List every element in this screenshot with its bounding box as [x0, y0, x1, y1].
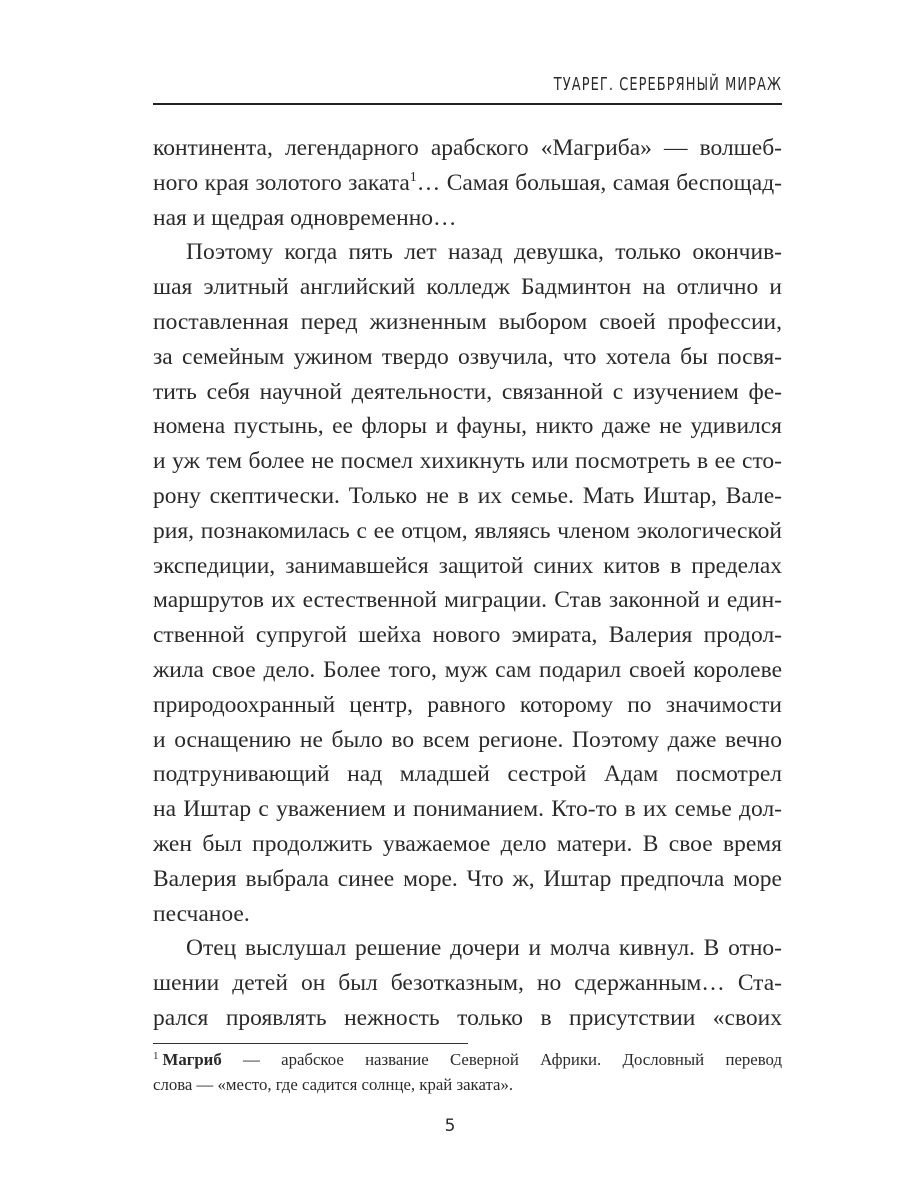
- footnote-line: слова — «место, где садится солнце, край заката».: [153, 1075, 514, 1094]
- text-line: и оснащению не было во всем регионе. Поэтому даже вечно: [153, 726, 782, 753]
- footnote: [153, 1047, 782, 1097]
- text-line-part: ного края золотого заката: [153, 169, 410, 196]
- text-line: континента, легендарного арабского «Магриба» — волшеб-: [153, 135, 782, 161]
- text-line: Отец выслушал решение дочери и молча кивнул. В отно-: [186, 935, 782, 962]
- footnote-line: [153, 1047, 782, 1072]
- text-line: поставленная перед жизненным выбором своей профессии,: [153, 308, 782, 335]
- text-line: экспедиции, занимавшейся защитой синих китов в пределах: [153, 552, 782, 579]
- text-line: номена пустынь, ее флоры и фауны, никто даже не удивился: [153, 413, 782, 440]
- text-line: ственной супругой шейха нового эмирата, Валерия продол-: [153, 622, 782, 649]
- text-line: рия, познакомилась с ее отцом, являясь членом экологической: [153, 517, 782, 544]
- text-line: и уж тем более не посмел хихикнуть или посмотреть в ее сто-: [153, 448, 782, 475]
- text-line: тить себя научной деятельности, связанной с изучением фе-: [153, 378, 782, 405]
- footnote-term: Магриб: [162, 1050, 222, 1069]
- page-number: 5: [444, 1116, 456, 1136]
- body-text: [153, 131, 782, 1036]
- text-line: подтрунивающий над младшей сестрой Адам посмотрел: [153, 761, 782, 788]
- footnote-rule: [153, 1043, 468, 1044]
- text-line: Валерия выбрала синее море. Что ж, Иштар предпочла море: [153, 865, 782, 892]
- footnote-text: — арабское название Северной Африки. Дословный перевод: [221, 1050, 782, 1069]
- text-line: природоохранный центр, равного которому по значимости: [153, 691, 782, 718]
- text-line: шая элитный английский колледж Бадминтон на отлично и: [153, 274, 782, 301]
- text-line: шении детей он был безотказным, но сдержанным… Ста-: [153, 970, 782, 997]
- text-line: жила свое дело. Более того, муж сам подарил своей королеве: [153, 656, 782, 683]
- text-line-part: … Самая большая, самая беспощад-: [416, 169, 782, 196]
- text-line: песчаное.: [153, 900, 250, 927]
- text-line: на Иштар с уважением и пониманием. Кто-то в их семье дол-: [153, 796, 782, 823]
- text-line: Поэтому когда пять лет назад девушка, только окончив-: [186, 239, 782, 266]
- text-line: жен был продолжить уважаемое дело матери. В свое время: [153, 830, 782, 857]
- text-line: маршрутов их естественной миграции. Став законной и един-: [153, 587, 782, 614]
- text-line: рону скептически. Только не в их семье. Мать Иштар, Вале-: [153, 482, 782, 509]
- header-rule: [153, 103, 782, 105]
- text-line: рался проявлять нежность только в присутствии «своих: [153, 1004, 782, 1031]
- text-line: за семейным ужином твердо озвучила, что хотела бы посвя-: [153, 343, 782, 370]
- running-title: ТУАРЕГ. СЕРЕБРЯНЫЙ МИРАЖ: [553, 74, 782, 95]
- text-line: ная и щедрая одновременно…: [153, 204, 457, 231]
- footnote-mark: 1: [153, 1050, 159, 1062]
- text-line: [153, 166, 782, 201]
- footnote-reference[interactable]: 1: [409, 169, 417, 185]
